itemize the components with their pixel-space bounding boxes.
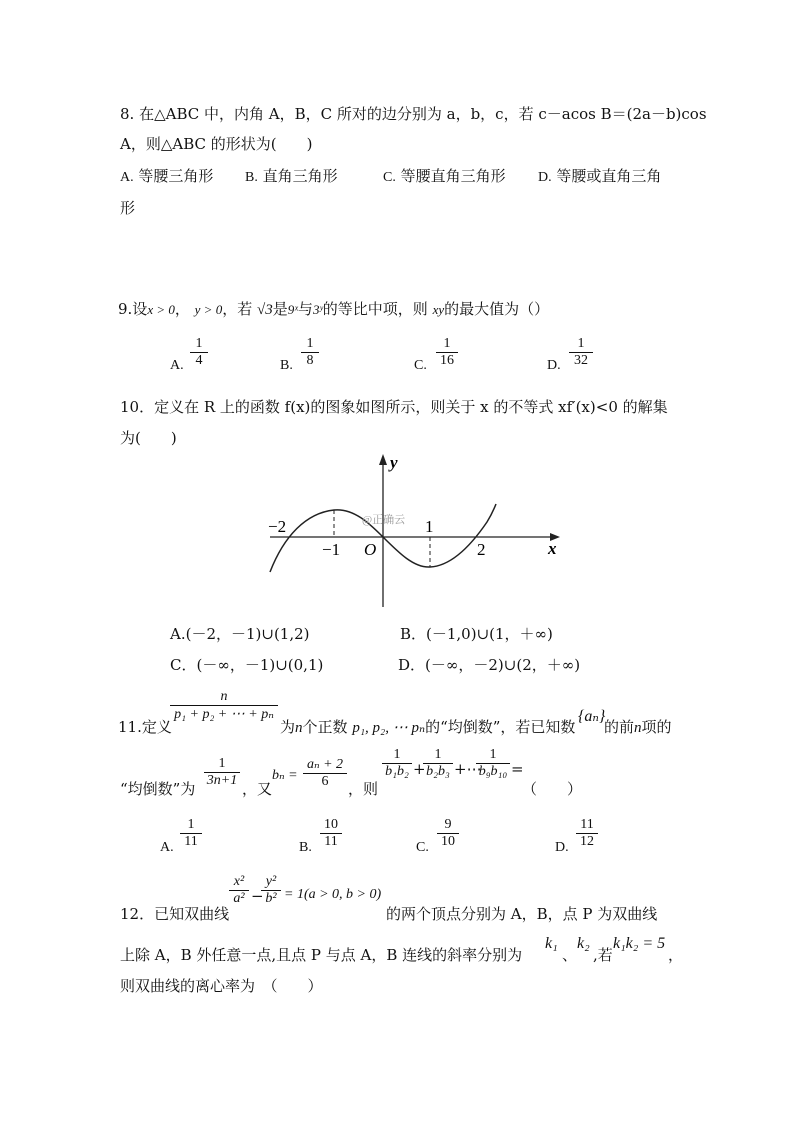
q9-option-d-fraction bbox=[569, 336, 593, 369]
q11-bn-fraction bbox=[303, 756, 347, 790]
numerator: 1 bbox=[393, 747, 401, 762]
numerator: 1 bbox=[434, 747, 442, 762]
q11-option-b-fraction bbox=[320, 817, 342, 850]
q10-line2: 为( ) bbox=[120, 429, 177, 447]
q11-an: {aₙ} bbox=[578, 708, 606, 725]
denominator: 16 bbox=[440, 353, 454, 368]
tick-label-2: 2 bbox=[477, 540, 486, 559]
option-letter: B. bbox=[245, 170, 258, 185]
denominator: 4 bbox=[195, 353, 203, 368]
numerator: 10 bbox=[324, 817, 338, 832]
numerator: 1 bbox=[577, 336, 585, 351]
q10-option-b: B．(－1,0)∪(1，＋∞) bbox=[400, 625, 553, 643]
denominator: 32 bbox=[574, 353, 588, 368]
numerator: 1 bbox=[443, 336, 451, 351]
q9-cond-y: y > 0 bbox=[194, 302, 223, 317]
q12-y-fraction bbox=[261, 874, 281, 907]
q9-option-b-letter: B. bbox=[280, 358, 293, 373]
q12-k1: k₁ bbox=[545, 935, 558, 952]
q11-option-b-letter: B. bbox=[299, 840, 312, 855]
q9-is: 是 bbox=[272, 300, 288, 318]
denominator: b₂b₃ bbox=[426, 764, 450, 779]
q12-x-fraction bbox=[229, 874, 249, 907]
q11-prefix: 11.定义 bbox=[118, 718, 172, 736]
q9-mid: ，若 bbox=[222, 300, 253, 318]
q11-answer-paren: （ ） bbox=[522, 780, 583, 798]
q9-tail2: 的最大值为（） bbox=[444, 300, 550, 318]
q12-line3: 则双曲线的离心率为 （ ） bbox=[120, 977, 323, 995]
q11-line2a: “均倒数”为 bbox=[120, 780, 196, 798]
denominator: 3n+1 bbox=[206, 773, 238, 788]
q11-n: n bbox=[295, 720, 303, 736]
q11-mean-fraction bbox=[204, 756, 240, 789]
denominator: 12 bbox=[580, 834, 594, 849]
option-text: 等腰三角形 bbox=[138, 167, 214, 185]
denominator: 11 bbox=[324, 834, 338, 849]
denominator: b² bbox=[265, 891, 277, 906]
option-text: 等腰直角三角形 bbox=[400, 167, 506, 185]
q9-root: √3 bbox=[257, 302, 273, 318]
q9-stem bbox=[118, 298, 549, 319]
numerator: 1 bbox=[187, 817, 195, 832]
q8-option-d-wrap: 形 bbox=[120, 199, 136, 217]
numerator: 11 bbox=[580, 817, 594, 832]
tick-label-minus-2: −2 bbox=[268, 517, 287, 536]
q10-option-d: D．(－∞，－2)∪(2，＋∞) bbox=[398, 656, 581, 674]
q11-option-c-fraction bbox=[437, 817, 459, 850]
q10-line1: 10．定义在 R 上的函数 f(x)的图象如图所示，则关于 x 的不等式 xf′(x)<0 的解集 bbox=[120, 398, 668, 416]
numerator: 1 bbox=[195, 336, 203, 351]
denominator: b₁b₂ bbox=[385, 764, 409, 779]
denominator: 11 bbox=[184, 834, 198, 849]
q11-sum-term-1 bbox=[382, 747, 412, 780]
q11-mid4: 的前 bbox=[604, 718, 635, 736]
option-letter: D. bbox=[538, 170, 552, 185]
q8-option-c bbox=[383, 165, 506, 186]
q8-option-d bbox=[538, 165, 661, 186]
q10-option-c: C．(－∞，－1)∪(0,1) bbox=[170, 656, 324, 674]
q11-plus-dots: +⋯ bbox=[454, 760, 482, 778]
q8-option-a bbox=[120, 165, 213, 186]
option-text: 直角三角形 bbox=[262, 167, 338, 185]
q11-option-d-letter: D. bbox=[555, 840, 569, 855]
numerator: x² bbox=[233, 874, 245, 889]
denominator: 10 bbox=[441, 834, 455, 849]
q10-function-graph bbox=[262, 452, 562, 612]
tick-label-minus-1: −1 bbox=[322, 540, 341, 559]
q8-line1: 8. 在△ABC 中，内角 A，B，C 所对的边分别为 a，b，c，若 c－acos B＝(2a－b)cos bbox=[120, 105, 707, 123]
q11-line2b: ，又 bbox=[242, 780, 273, 798]
q12-line2a: 上除 A，B 外任意一点,且点 P 与点 A，B 连线的斜率分别为 bbox=[120, 946, 523, 964]
q9-cond-x: x > 0 bbox=[147, 302, 175, 317]
q11-line1-rest bbox=[280, 716, 575, 737]
option-letter: C. bbox=[383, 170, 396, 185]
q11-sum-term-2 bbox=[423, 747, 453, 780]
origin-label: O bbox=[364, 540, 377, 559]
q12-line2b: ,若 bbox=[593, 946, 613, 964]
option-letter: A. bbox=[120, 170, 134, 185]
q11-option-d-fraction bbox=[576, 817, 598, 850]
q11-mid1: 为 bbox=[280, 718, 296, 736]
numerator: 1 bbox=[218, 756, 226, 771]
q9-option-c-fraction bbox=[436, 336, 458, 369]
q11-plus-1: + bbox=[413, 760, 426, 778]
q9-number: 9.设 bbox=[118, 300, 148, 318]
numerator: n bbox=[220, 689, 228, 704]
q11-n2: n bbox=[634, 720, 642, 736]
numerator: 9 bbox=[444, 817, 452, 832]
denominator: 8 bbox=[306, 353, 314, 368]
q9-option-c-letter: C. bbox=[414, 358, 427, 373]
q10-option-a: A.(－2，－1)∪(1,2) bbox=[170, 625, 310, 643]
numerator: aₙ + 2 bbox=[306, 757, 344, 772]
q12-prefix: 12．已知双曲线 bbox=[120, 905, 230, 923]
q11-definition-fraction bbox=[170, 689, 278, 723]
q9-option-d-letter: D. bbox=[547, 358, 561, 373]
numerator: y² bbox=[265, 874, 277, 889]
q11-option-a-letter: A. bbox=[160, 840, 174, 855]
q12-line2c: ， bbox=[668, 946, 684, 964]
q11-seq: p₁, p₂, ⋯ pₙ bbox=[352, 720, 426, 736]
q11-equals: = bbox=[511, 760, 524, 778]
q9-option-a-fraction bbox=[190, 336, 208, 369]
watermark: @正确云 bbox=[362, 514, 406, 526]
q9-option-b-fraction bbox=[301, 336, 319, 369]
q11-line1-end bbox=[604, 716, 672, 737]
denominator: a² bbox=[233, 891, 245, 906]
tick-label-1: 1 bbox=[425, 517, 434, 536]
q12-dun: 、 bbox=[562, 946, 578, 964]
q9-power1: 9ˣ bbox=[287, 302, 298, 317]
q8-line2: A，则△ABC 的形状为( ) bbox=[120, 135, 313, 153]
q9-xy: xy bbox=[432, 302, 445, 317]
q12-condition: = 1(a > 0, b > 0) bbox=[284, 887, 382, 902]
q11-mid2: 个正数 bbox=[302, 718, 348, 736]
denominator: p₁ + p₂ + ⋯ + pₙ bbox=[174, 707, 274, 722]
numerator: 1 bbox=[306, 336, 314, 351]
q11-mid5: 项的 bbox=[641, 718, 672, 736]
q11-option-a-fraction bbox=[180, 817, 202, 850]
denominator: 6 bbox=[321, 774, 329, 789]
q11-mid3: 的“均倒数”，若已知数 bbox=[425, 718, 576, 736]
q9-option-a-letter: A. bbox=[170, 358, 184, 373]
q9-power2: 3ʸ bbox=[312, 302, 323, 317]
y-axis-arrow bbox=[379, 454, 387, 465]
q12-line2 bbox=[120, 944, 522, 965]
q12-minus: − bbox=[251, 887, 264, 905]
q11-line2c: ，则 bbox=[348, 780, 379, 798]
y-axis-label: y bbox=[390, 453, 398, 472]
option-text: 等腰或直角三角 bbox=[556, 167, 662, 185]
q12-k1k2: k₁k₂ = 5 bbox=[613, 935, 666, 952]
q11-option-c-letter: C. bbox=[416, 840, 429, 855]
q12-k2: k₂ bbox=[577, 935, 590, 952]
x-axis-label: x bbox=[548, 539, 557, 558]
q9-sep: ， bbox=[174, 300, 190, 318]
numerator: 1 bbox=[489, 747, 497, 762]
q11-sum-term-last bbox=[476, 747, 510, 780]
q11-bn: bₙ = bbox=[272, 768, 298, 783]
q9-and: 与 bbox=[297, 300, 313, 318]
denominator: b₉b₁₀ bbox=[478, 764, 508, 779]
q8-option-b bbox=[245, 165, 338, 186]
q12-suffix: 的两个顶点分别为 A，B，点 P 为双曲线 bbox=[386, 905, 658, 923]
q9-tail1: 的等比中项，则 bbox=[322, 300, 428, 318]
